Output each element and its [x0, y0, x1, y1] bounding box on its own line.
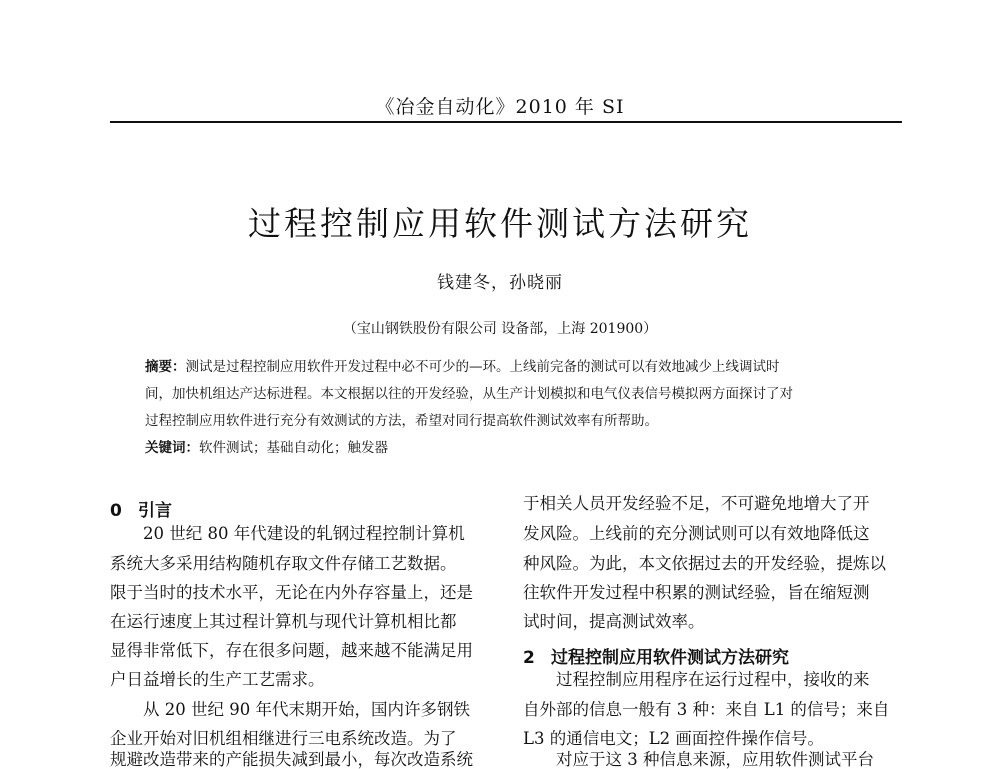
body-line: 种风险。为此，本文依据过去的开发经验，提炼以 [523, 554, 886, 573]
abstract-text: 测试是过程控制应用软件开发过程中必不可少的—环。上线前完备的测试可以有效地减少上线调试时 [185, 359, 780, 375]
keywords-line [145, 442, 388, 456]
body-line: 企业开始对旧机组相继进行三电系统改造。为了 [110, 729, 457, 748]
body-line: 对应于这 3 种信息来源，应用软件测试平台 [556, 750, 874, 769]
body-line: 户日益增长的生产工艺需求。 [110, 670, 325, 689]
body-line: 从 20 世纪 90 年代末期开始，国内许多钢铁 [143, 700, 470, 719]
body-line: 系统大多采用结构随机存取文件存储工艺数据。 [110, 554, 457, 573]
body-line: 自外部的信息一般有 3 种：来自 L1 的信号；来自 [523, 700, 890, 719]
abstract-line: 过程控制应用软件进行充分有效测试的方法，希望对同行提高软件测试效率有所帮助。 [145, 413, 658, 429]
abstract-line [145, 361, 780, 375]
body-line: 过程控制应用程序在运行过程中，接收的来 [556, 670, 870, 689]
authors: 钱建冬，孙晓丽 [437, 273, 563, 293]
keywords-text: 软件测试；基础自动化；触发器 [199, 440, 388, 456]
section-number: 2 [523, 648, 535, 668]
body-line: 限于当时的技术水平，无论在内外存容量上，还是 [110, 583, 473, 602]
body-line: 20 世纪 80 年代建设的轧钢过程控制计算机 [143, 524, 465, 543]
body-line: 往软件开发过程中积累的测试经验，旨在缩短测 [523, 583, 870, 602]
section-title: 过程控制应用软件测试方法研究 [551, 648, 789, 668]
abstract-line: 间，加快机组达产达标进程。本文根据以往的开发经验，从生产计划模拟和电气仪表信号模拟两方面探讨了对 [145, 386, 793, 402]
affiliation: （宝山钢铁股份有限公司 设备部，上海 201900） [342, 321, 658, 337]
section-title: 引言 [138, 501, 172, 521]
body-line: L3 的通信电文；L2 画面控件操作信号。 [523, 729, 824, 748]
keywords-label: 关键词： [145, 440, 199, 456]
header-rule [110, 121, 902, 123]
section-0-heading [110, 496, 172, 521]
abstract-label: 摘要： [145, 359, 186, 375]
body-line: 于相关人员开发经验不足，不可避免地增大了开 [523, 494, 870, 513]
journal-header: 《冶金自动化》2010 年 SI [375, 96, 625, 118]
body-line: 发风险。上线前的充分测试则可以有效地降低这 [523, 524, 870, 543]
body-line: 规避改造带来的产能损失减到最小，每次改造系统 [110, 750, 473, 769]
section-number: 0 [110, 501, 122, 521]
paper-title: 过程控制应用软件测试方法研究 [248, 204, 752, 243]
body-line: 显得非常低下，存在很多问题，越来越不能满足用 [110, 641, 473, 660]
body-line: 试时间，提高测试效率。 [523, 612, 705, 631]
section-2-heading [523, 643, 789, 668]
body-line: 在运行速度上其过程计算机与现代计算机相比都 [110, 612, 457, 631]
